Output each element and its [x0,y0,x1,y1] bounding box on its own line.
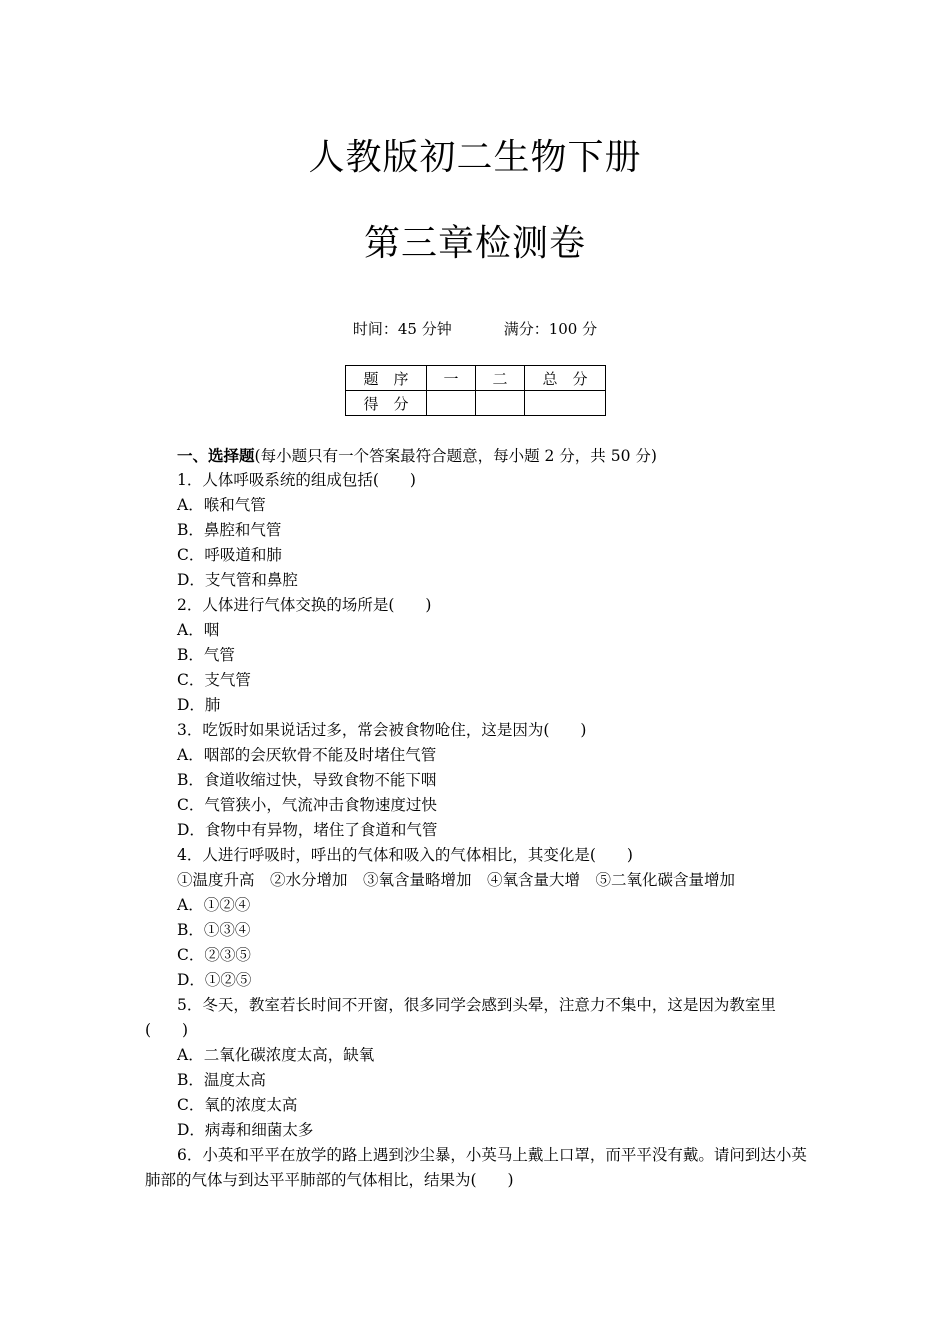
answer-option[interactable]: D．支气管和鼻腔 [177,571,298,589]
answer-option[interactable]: C．支气管 [177,671,251,689]
question-stem: 6．小英和平平在放学的路上遇到沙尘暴，小英马上戴上口罩，而平平没有戴。请问到达小英肺部的气体与到达平平肺部的气体相比，结果为( ) [145,1146,807,1189]
document-title: 人教版初二生物下册 [308,137,642,178]
answer-option[interactable]: D．肺 [177,696,221,714]
score-table [345,365,606,416]
answer-option[interactable]: C．呼吸道和肺 [177,546,282,564]
answer-option[interactable]: B．温度太高 [177,1071,266,1089]
answer-option[interactable]: B．鼻腔和气管 [177,521,282,539]
score-blank-total[interactable] [525,391,606,416]
score-table-header-row [346,366,606,391]
question-stem: 5．冬天，教室若长时间不开窗，很多同学会感到头晕，注意力不集中，这是因为教室里( ) [145,996,776,1039]
answer-option[interactable]: B．①③④ [177,921,251,939]
document-subtitle: 第三章检测卷 [363,223,586,264]
question-statements: ①温度升高 ②水分增加 ③氧含量略增加 ④氧含量大增 ⑤二氧化碳含量增加 [177,871,736,889]
score-table-cell: 一 [427,366,476,391]
answer-option[interactable]: A．喉和气管 [177,496,266,514]
question-stem: 4．人进行呼吸时，呼出的气体和吸入的气体相比，其变化是( ) [177,846,633,864]
answer-option[interactable]: C．②③⑤ [177,946,251,964]
score-table-cell: 得 分 [346,391,427,416]
answer-option[interactable]: B．气管 [177,646,235,664]
answer-option[interactable]: D．食物中有异物，堵住了食道和气管 [177,821,438,839]
exam-full-score: 满分：100 分 [503,320,598,338]
question-stem: 2．人体进行气体交换的场所是( ) [177,596,432,614]
answer-option[interactable]: D．病毒和细菌太多 [177,1121,314,1139]
score-table-cell: 二 [476,366,525,391]
question-stem: 1．人体呼吸系统的组成包括( ) [177,471,416,489]
answer-option[interactable]: C．气管狭小，气流冲击食物速度过快 [177,796,437,814]
score-table-cell: 题 序 [346,366,427,391]
question-stem: 3．吃饭时如果说话过多，常会被食物呛住，这是因为( ) [177,721,587,739]
answer-option[interactable]: A．①②④ [177,896,251,914]
score-table-score-row [346,391,606,416]
section-title: 一、选择题 [177,446,255,465]
score-table-cell: 总 分 [525,366,606,391]
answer-option[interactable]: A．二氧化碳浓度太高，缺氧 [177,1046,375,1064]
section-heading [145,443,810,468]
section-note: (每小题只有一个答案最符合题意，每小题 2 分，共 50 分) [254,447,657,465]
answer-option[interactable]: A．咽部的会厌软骨不能及时堵住气管 [177,746,437,764]
answer-option[interactable]: D．①②⑤ [177,971,252,989]
question-content [145,443,810,1193]
exam-time: 时间：45 分钟 [352,320,452,338]
score-blank-section-1[interactable] [427,391,476,416]
answer-option[interactable]: A．咽 [177,621,220,639]
score-blank-section-2[interactable] [476,391,525,416]
answer-option[interactable]: C．氧的浓度太高 [177,1096,298,1114]
exam-meta [0,318,950,340]
answer-option[interactable]: B．食道收缩过快，导致食物不能下咽 [177,771,437,789]
